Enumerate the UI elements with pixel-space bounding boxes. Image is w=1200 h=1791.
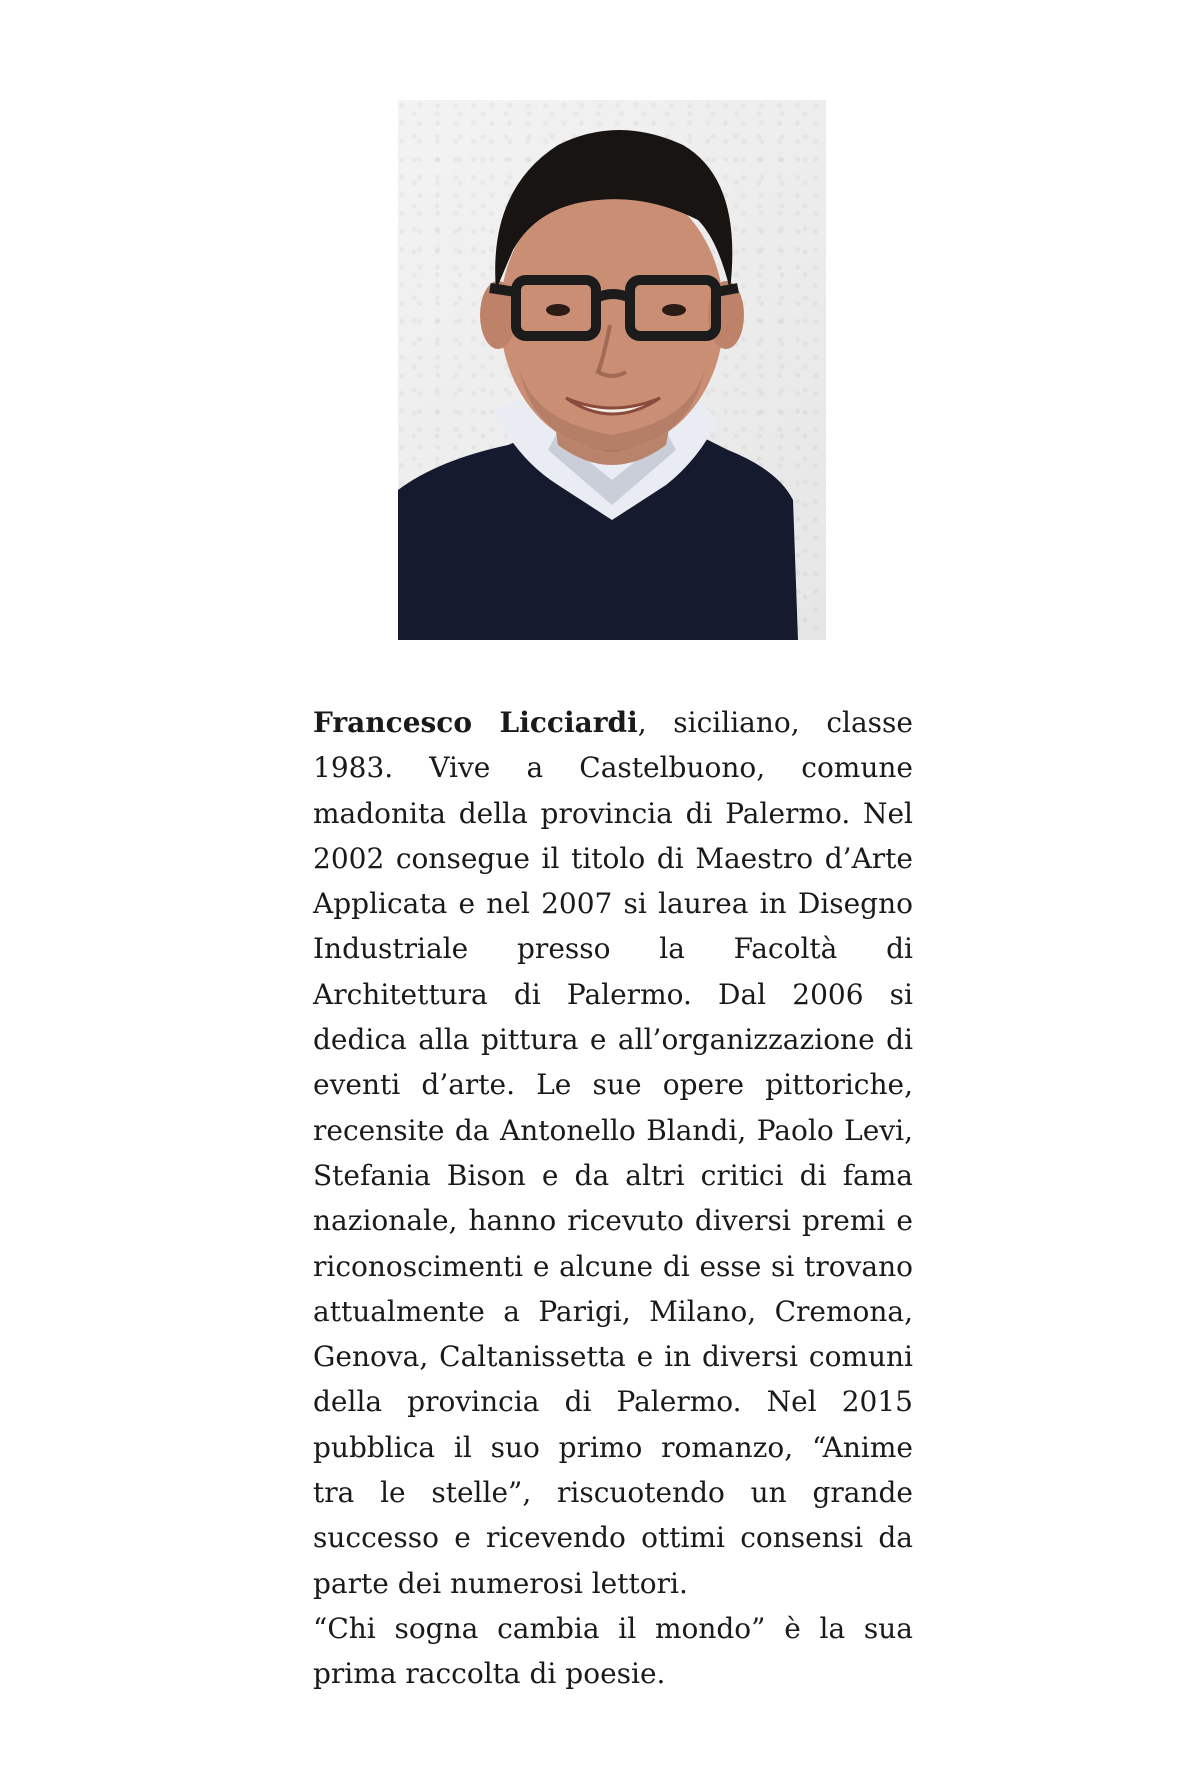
author-portrait xyxy=(398,100,826,640)
author-portrait-illustration xyxy=(398,100,826,640)
bio-paragraph-2: “Chi sogna cambia il mondo” è la sua prima raccolta di poesie. xyxy=(313,1611,913,1691)
bio-paragraph-1-text: , siciliano, classe 1983. Vive a Castelbuono, comune madonita della provincia di Palermo. Nel 2002 consegue il titolo di Maestro d’Arte Applicata e nel 2007 si laurea in Disegno Industriale presso la Facoltà di Architettura di Palermo. Dal 2006 si dedica alla pittura e all’organizzazione di eventi d’arte. Le sue opere pittoriche, recensite da Antonello Blandi, Paolo Levi, Stefania Bison e da altri critici di fama nazionale, hanno ricevuto diversi premi e riconoscimenti e alcune di esse si trovano attualmente a Parigi, Milano, Cremona, Genova, Caltanissetta e in diversi comuni della provincia di Palermo. Nel 2015 pubblica il suo primo romanzo, “Anime tra le stelle”, riscuotendo un grande successo e ricevendo ottimi consensi da parte dei numerosi lettori. xyxy=(313,706,913,1600)
author-name: Francesco Licciardi xyxy=(313,706,638,739)
author-biography xyxy=(313,700,913,1697)
bio-paragraph-1 xyxy=(313,700,913,1606)
